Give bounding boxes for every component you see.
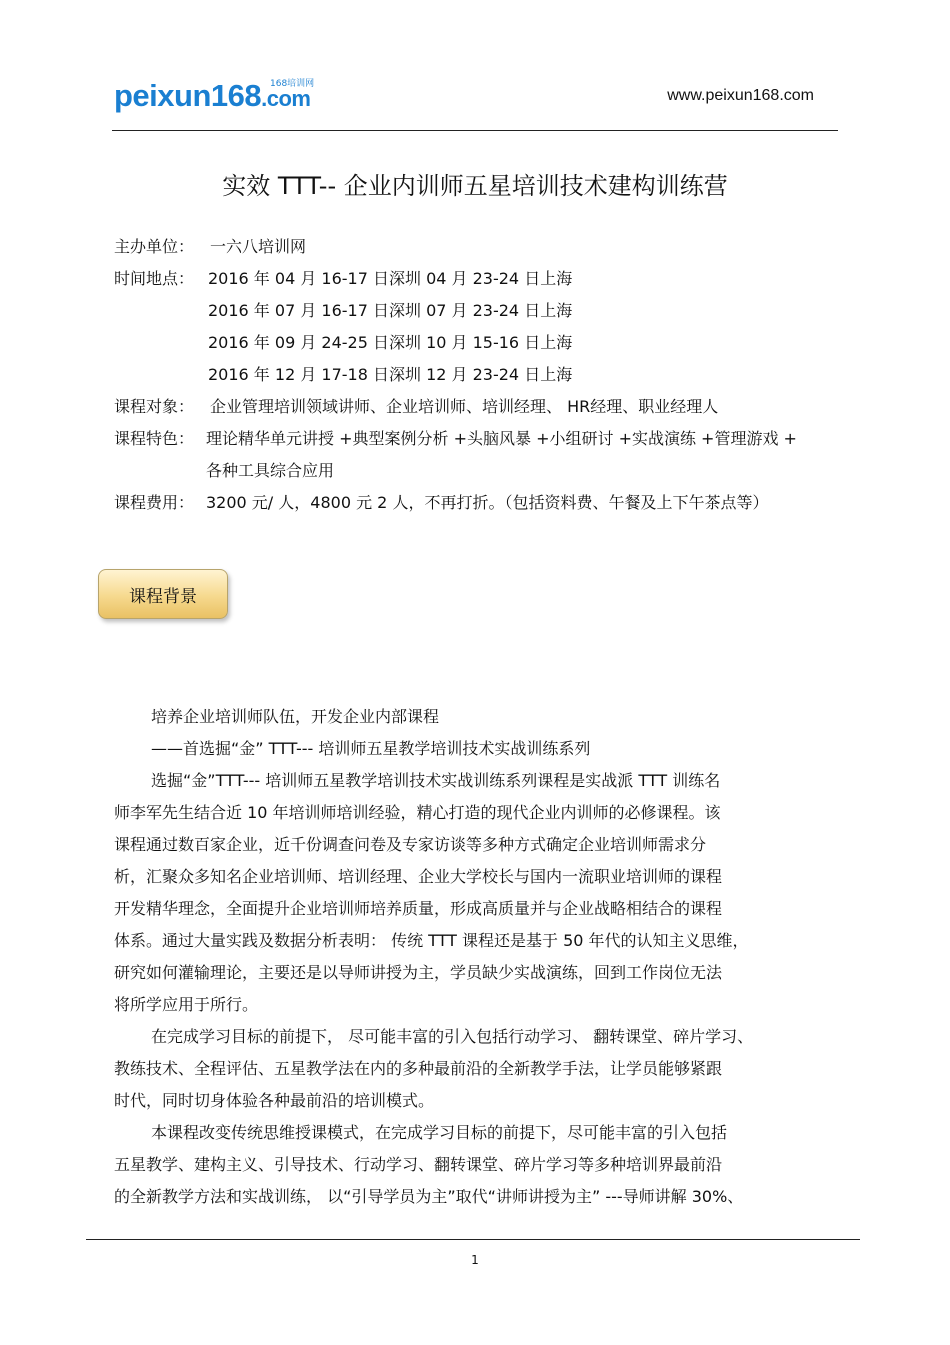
body-line: 在完成学习目标的前提下， 尽可能丰富的引入包括行动学习、 翻转课堂、碎片学习、: [151, 1027, 754, 1046]
body-line: 师李军先生结合近 10 年培训师培训经验，精心打造的现代企业内训师的必修课程。该: [114, 803, 721, 822]
body-line: 体系。通过大量实践及数据分析表明： 传统 TTT 课程还是基于 50 年代的认知主义思维，: [114, 931, 749, 950]
logo-main: peixun168: [114, 78, 262, 113]
audience-value: 企业管理培训领域讲师、企业培训师、培训经理、 HR经理、职业经理人: [210, 397, 719, 416]
header-divider: [112, 130, 838, 131]
page-number: 1: [471, 1253, 479, 1267]
body-line: 五星教学、建构主义、引导技术、行动学习、翻转课堂、碎片学习等多种培训界最前沿: [114, 1155, 723, 1174]
body-line: 的全新教学方法和实战训练， 以“引导学员为主”取代“讲师讲授为主” ---导师讲解 30%、: [114, 1187, 744, 1206]
schedule-line: 2016 年 04 月 16-17 日深圳 04 月 23-24 日上海: [208, 269, 573, 288]
body-line: ——首选掘“金” TTT--- 培训师五星教学培训技术实战训练系列: [151, 739, 591, 758]
schedule-line: 2016 年 09 月 24-25 日深圳 10 月 15-16 日上海: [208, 333, 573, 352]
body-line: 析，汇聚众多知名企业培训师、培训经理、企业大学校长与国内一流职业培训师的课程: [114, 867, 723, 886]
features-line: 理论精华单元讲授 +典型案例分析 +头脑风暴 +小组研讨 +实战演练 +管理游戏 +: [206, 429, 797, 448]
body-line: 研究如何灌输理论，主要还是以导师讲授为主，学员缺少实战演练，回到工作岗位无法: [114, 963, 723, 982]
audience-label: 课程对象：: [114, 397, 195, 416]
body-line: 时代，同时切身体验各种最前沿的培训模式。: [114, 1091, 435, 1110]
schedule-line: 2016 年 12 月 17-18 日深圳 12 月 23-24 日上海: [208, 365, 573, 384]
organizer-value: 一六八培训网: [210, 237, 307, 256]
body-line: 培养企业培训师队伍，开发企业内部课程: [151, 707, 440, 726]
site-url-link[interactable]: www.peixun168.com: [667, 87, 814, 104]
features-label: 课程特色：: [114, 429, 195, 448]
logo-suffix: .com: [261, 86, 311, 111]
footer-divider: [86, 1239, 860, 1240]
document-title: 实效 TTT-- 企业内训师五星培训技术建构训练营: [222, 172, 728, 200]
body-line: 课程通过数百家企业，近千份调查问卷及专家访谈等多种方式确定企业培训师需求分: [114, 835, 707, 854]
body-line: 选掘“金”TTT--- 培训师五星教学培训技术实战训练系列课程是实战派 TTT 训练名: [151, 771, 721, 790]
body-line: 开发精华理念，全面提升企业培训师培养质量，形成高质量并与企业战略相结合的课程: [114, 899, 723, 918]
schedule-line: 2016 年 07 月 16-17 日深圳 07 月 23-24 日上海: [208, 301, 573, 320]
fee-label: 课程费用：: [114, 493, 195, 512]
body-line: 本课程改变传统思维授课模式，在完成学习目标的前提下，尽可能丰富的引入包括: [151, 1123, 728, 1142]
site-logo[interactable]: [114, 76, 314, 118]
features-line: 各种工具综合应用: [206, 461, 335, 480]
organizer-label: 主办单位：: [114, 237, 195, 256]
body-line: 将所学应用于所行。: [114, 995, 259, 1014]
fee-value: 3200 元/ 人，4800 元 2 人，不再打折。（包括资料费、午餐及上下午茶点等）: [206, 493, 769, 512]
schedule-label: 时间地点：: [114, 269, 195, 288]
logo-badge: 168培训网: [270, 79, 315, 89]
section-course-background[interactable]: 课程背景: [98, 569, 228, 619]
body-line: 教练技术、全程评估、五星教学法在内的多种最前沿的全新教学手法，让学员能够紧跟: [114, 1059, 723, 1078]
